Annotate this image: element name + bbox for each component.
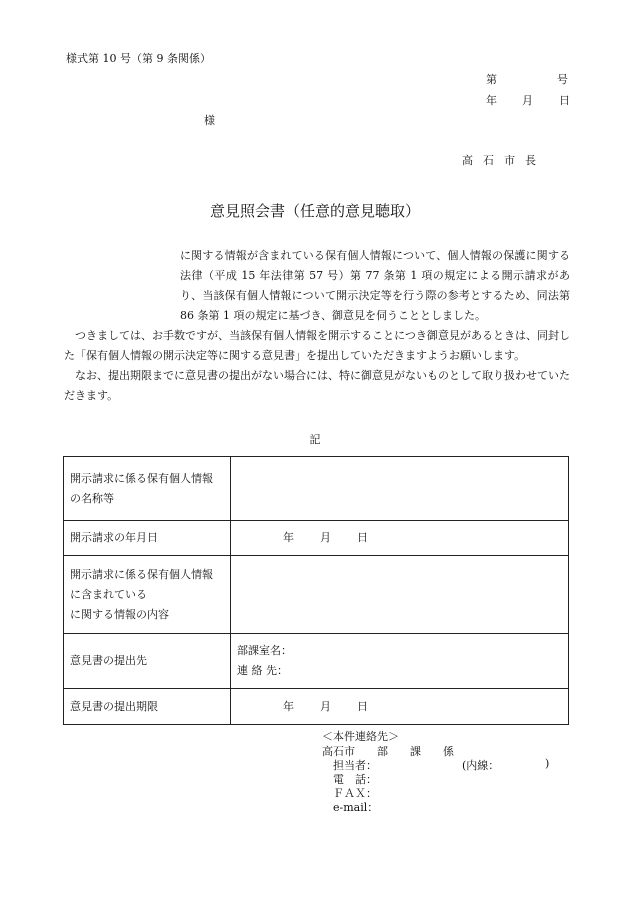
date-year-label: 年 [486, 94, 497, 107]
contact-department: 高石市 部 課 係 [322, 745, 454, 758]
deadline-day-label: 日 [357, 699, 368, 713]
contact-extension-label: (内線： [462, 759, 500, 772]
contact-fax-label: ＦＡＸ： [333, 787, 377, 800]
document-number-label: 第 [486, 73, 497, 86]
addressee-honorific: 様 [204, 114, 215, 127]
label-cell-name [64, 457, 231, 521]
sender-name: 高石市長 [462, 154, 546, 167]
body-paragraph-3: なお、提出期限までに意見書の提出がない場合には、特に御意見がないものとして取り扱わせていただきます。 [64, 369, 570, 402]
contact-staff-label: 担当者： [333, 759, 377, 772]
contact-email-label: e-mail： [333, 801, 379, 814]
request-month-label: 月 [320, 531, 331, 544]
date-month-label: 月 [522, 94, 533, 107]
body-paragraph-1: に関する情報が含まれている保有個人情報について、個人情報の保護に関する法律（平成 15 年法律第 57 号）第 77 条第 1 項の規定による開示請求があり、当該保有個人情報について開示決定等を行う際の参考とするため、同法第 86 条第 1 項の規定に基づき、御意見を伺うこととしました。 [180, 249, 570, 322]
contact-extension-close: ) [545, 757, 550, 770]
info-table [63, 456, 569, 725]
table-row [64, 634, 569, 689]
deadline-year-label: 年 [283, 699, 294, 713]
row3-label-line1: 開示請求に係る保有個人情報 [70, 567, 213, 581]
row1-label-line2: の名称等 [70, 491, 114, 505]
document-title: 意見照会書（任意的意見聴取） [209, 202, 420, 220]
request-day-label: 日 [357, 531, 368, 544]
label-cell-submit-to: 意見書の提出先 [64, 634, 231, 689]
submit-contact-label: 連 絡 先： [237, 664, 288, 677]
deadline-month-label: 月 [320, 699, 331, 713]
table-row [64, 556, 569, 634]
row3-label-line2: に含まれている [70, 587, 147, 601]
request-year-label: 年 [283, 531, 294, 544]
body-paragraph-2: つきましては、お手数ですが、当該保有個人情報を開示することにつき御意見があるときは、同封した「保有個人情報の開示決定等に関する意見書」を提出していただきますようお願いします。 [64, 329, 570, 362]
value-cell-request-date[interactable] [231, 521, 569, 556]
contact-phone-label: 電 話： [333, 773, 377, 786]
label-cell-info-content [64, 556, 231, 634]
date-day-label: 日 [559, 94, 570, 107]
value-cell-name[interactable] [231, 457, 569, 521]
label-cell-deadline: 意見書の提出期限 [64, 689, 231, 725]
form-number: 様式第 10 号（第 9 条関係） [66, 52, 211, 65]
ki-marker: 記 [309, 433, 321, 446]
value-cell-submit-to[interactable] [231, 634, 569, 689]
body-text [64, 246, 570, 406]
table-row [64, 521, 569, 556]
contact-heading: ＜本件連絡先＞ [322, 730, 399, 743]
table-row [64, 689, 569, 725]
row1-label-line1: 開示請求に係る保有個人情報 [70, 471, 213, 485]
table-row [64, 457, 569, 521]
value-cell-deadline[interactable] [231, 689, 569, 725]
document-number-suffix: 号 [557, 73, 568, 86]
value-cell-info-content[interactable] [231, 556, 569, 634]
row3-label-line3: に関する情報の内容 [70, 607, 169, 621]
submit-dept-label: 部課室名： [237, 644, 292, 657]
label-cell-request-date: 開示請求の年月日 [64, 521, 231, 556]
